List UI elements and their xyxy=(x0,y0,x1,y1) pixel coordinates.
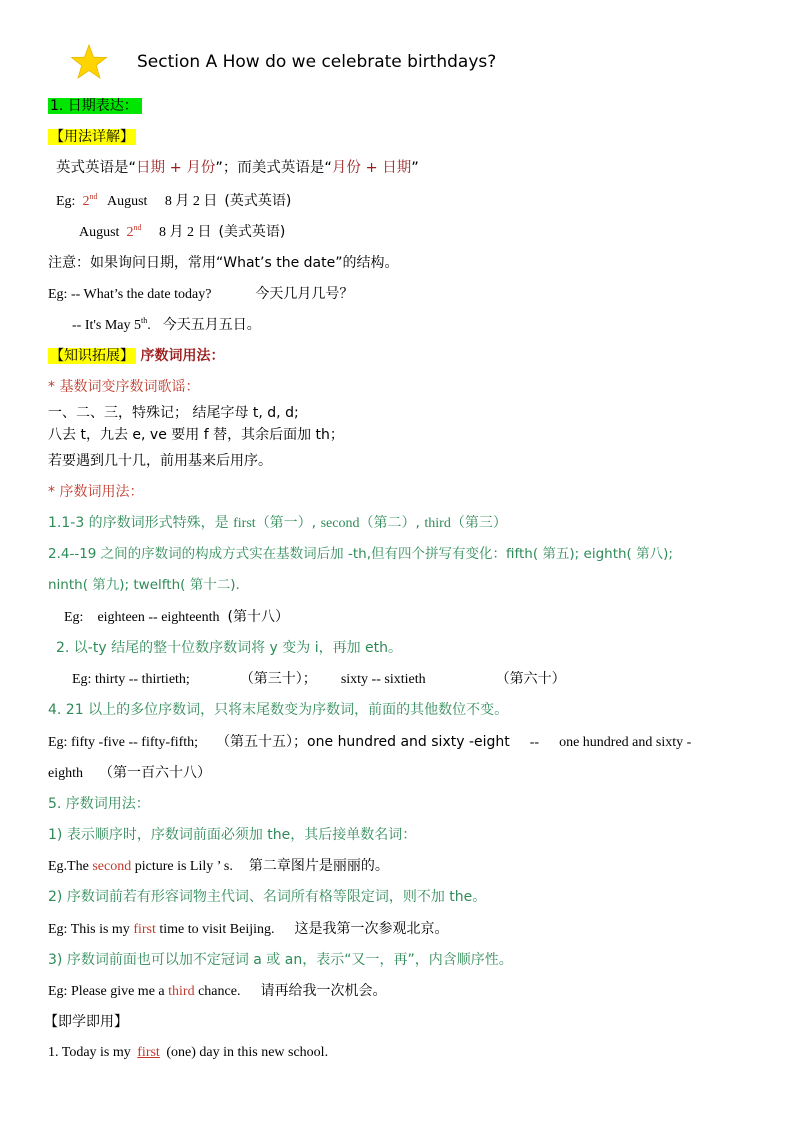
example-multi-digit: Eg: fifty -five -- fifty-fifth; （第五十五）；one hundred and sixty -eight -- one hundred and sixty - xyxy=(48,734,692,750)
example-second: Eg.The second picture is Lily ’ s. 第二章图片是丽丽的。 xyxy=(48,858,389,874)
answer-blank[interactable]: first xyxy=(137,1045,160,1060)
date-answer-example: -- It's May 5th. 今天五月五日。 xyxy=(72,316,261,333)
date-note: 注意：如果询问日期，常用“What’s the date”的结构。 xyxy=(48,255,399,271)
rule-ty: 2. 以-ty 结尾的整十位数序数词将 y 变为 i，再加 eth。 xyxy=(56,640,403,656)
usage-1: 1) 表示顺序时，序数词前面必须加 the，其后接单数名词： xyxy=(48,827,417,843)
usage-3: 3) 序数词前面也可以加不定冠词 a 或 an，表示“又一，再”，内含顺序性。 xyxy=(48,952,513,968)
rhyme-line-3: 若要遇到几十几，前用基来后用序。 xyxy=(48,453,272,469)
rule-2: 2.4--19 之间的序数词的构成方式实在基数词后加 -th,但有四个拼写有变化：fifth( 第五); eighth( 第八); xyxy=(48,546,673,562)
rhyme-line-2: 八去 t，九去 e, ve 要用 f 替，其余后面加 th； xyxy=(48,427,344,443)
usage-title: * 序数词用法： xyxy=(48,484,144,500)
example-third: Eg: Please give me a third chance. 请再给我一次机会。 xyxy=(48,983,387,999)
page-title: Section A How do we celebrate birthdays? xyxy=(137,52,497,72)
date-question-example: Eg: -- What’s the date today? 今天几月几号？ xyxy=(48,286,354,302)
rule-2-cont: ninth( 第九); twelfth( 第十二). xyxy=(48,577,240,593)
example-eighteenth: Eg: eighteen -- eighteenth (第十八） xyxy=(64,609,289,625)
usage-2: 2) 序数词前若有形容词物主代词、名词所有格等限定词，则不加 the。 xyxy=(48,889,487,905)
knowledge-expansion-heading: 【知识拓展】 序数词用法： xyxy=(50,348,225,364)
rule-5: 5. 序数词用法： xyxy=(48,796,150,812)
rhyme-title: * 基数词变序数词歌谣： xyxy=(48,379,200,395)
date-example-us: August 2nd 8 月 2 日 (美式英语) xyxy=(79,223,286,240)
date-example-uk: Eg: 2nd August 8 月 2 日 (英式英语) xyxy=(56,192,292,209)
practice-question-1: 1. Today is my first (one) day in this new school. xyxy=(48,1045,329,1060)
section-1-heading: 1. 日期表达： xyxy=(48,97,142,115)
rule-1: 1.1-3 的序数词形式特殊，是 first（第一）, second（第二）, third（第三） xyxy=(48,515,507,531)
date-format-line: 英式英语是“日期 + 月份”；而美式英语是“月份 + 日期” xyxy=(56,160,419,176)
usage-tag: 【用法详解】 xyxy=(50,129,134,145)
rhyme-line-1: 一、二、三，特殊记； 结尾字母 t, d, d; xyxy=(48,405,299,421)
example-thirtieth: Eg: thirty -- thirtieth; （第三十）； sixty -- sixtieth （第六十） xyxy=(72,671,566,687)
star-icon xyxy=(70,44,108,80)
practice-heading: 【即学即用】 xyxy=(44,1014,128,1030)
example-first: Eg: This is my first time to visit Beijing. 这是我第一次参观北京。 xyxy=(48,921,449,937)
example-multi-digit-cont: eighth （第一百六十八） xyxy=(48,765,211,781)
rule-4: 4. 21 以上的多位序数词，只将末尾数变为序数词，前面的其他数位不变。 xyxy=(48,702,509,718)
